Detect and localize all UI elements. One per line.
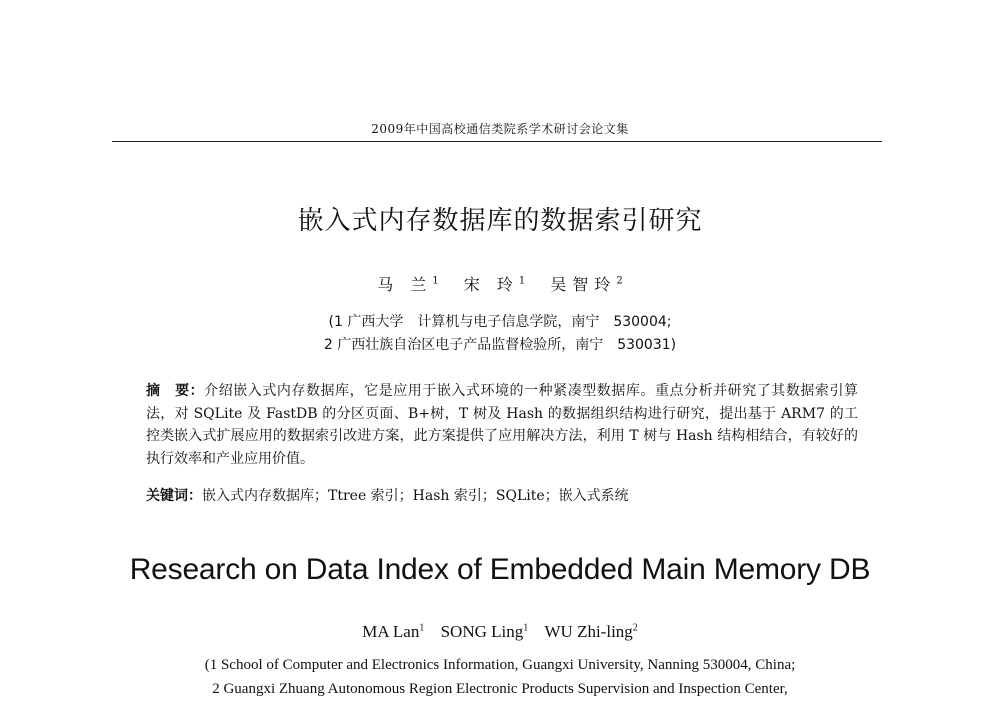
- paper-title-zh: 嵌入式内存数据库的数据索引研究: [297, 206, 703, 236]
- keywords-text: 嵌入式内存数据库；Ttree 索引；Hash 索引；SQLite；嵌入式系统: [202, 488, 629, 504]
- abstract-label: 摘 要：: [146, 383, 205, 399]
- author-zh: 吴智玲$^2$: [550, 275, 623, 294]
- authors-zh: [0, 272, 1000, 295]
- abstract-text: 介绍嵌入式内存数据库，它是应用于嵌入式环境的一种紧凑型数据库。重点分析并研究了其数据索引算法，对 SQLite 及 FastDB 的分区页面、B+树，T 树及 Hash 的数据组织结构进行研究，提出基于 ARM7 的工控类嵌入式扩展应用的数据索引改进方案，此方案提供了应用解决方法，利用 T 树与 Hash 结构相结合，有较好的执行效率和产业应用价值。: [146, 383, 859, 467]
- keywords-zh: [146, 485, 858, 505]
- author-en: MA Lan$^1$: [362, 622, 425, 641]
- running-head: 2009年中国高校通信类院系学术研讨会论文集: [371, 122, 629, 136]
- affiliation-en-1: (1 School of Computer and Electronics Information, Guangxi University, Nanning 530004, China;: [204, 657, 796, 673]
- keywords-label: 关键词：: [146, 488, 202, 504]
- author-zh: 马 兰$^1$: [377, 275, 439, 294]
- author-en: WU Zhi-ling$^2$: [544, 622, 638, 641]
- header-rule: [112, 141, 882, 142]
- authors-en: [0, 622, 1000, 642]
- affiliation-en-2: 2 Guangxi Zhuang Autonomous Region Electronic Products Supervision and Inspection Center,: [212, 681, 788, 697]
- affiliation-zh-2: 2 广西壮族自治区电子产品监督检验所，南宁 530031): [323, 337, 677, 353]
- affiliation-zh-1: (1 广西大学 计算机与电子信息学院，南宁 530004;: [328, 314, 672, 330]
- author-zh: 宋 玲$^1$: [463, 275, 526, 294]
- abstract-zh: [146, 380, 858, 470]
- author-en: SONG Ling$^1$: [440, 622, 529, 641]
- paper-title-en: Research on Data Index of Embedded Main Memory DB: [129, 553, 871, 586]
